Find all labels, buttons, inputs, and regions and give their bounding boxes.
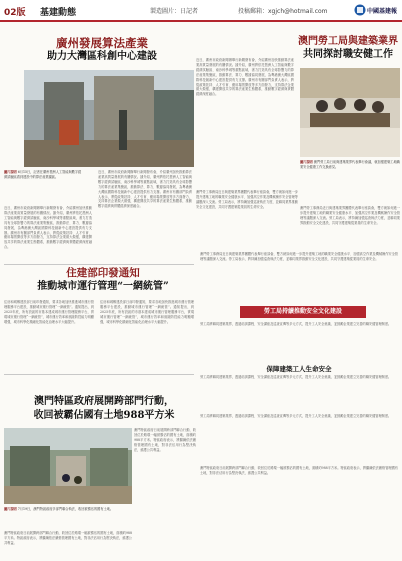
article3-body-col1: 住房和城鄉建設部日前印發通知，要求各地加快推進城市運行管理服務平台建設，推動城市運行管理“一網統管”。通知提出，到2025年底，所有設區的市基本建成城市運行管理服務平台，實現城市運行管理“一網統管”，城市運行效率和風險防控能力明顯增強，城市科學化精細化智能化治理水平大幅提升。 bbox=[4, 300, 94, 324]
logo-icon bbox=[354, 3, 366, 17]
page-number: 02版 bbox=[4, 8, 26, 18]
land-recovery-photo bbox=[4, 428, 132, 504]
sidebar-subhead: 保障建築工人生命安全 bbox=[266, 365, 332, 373]
article2-body-col3: 澳門勞工事務局近日與建築業界團體代表舉行座談會，雙方就如何進一步提升建築工地的職業安全健康水平、加強高空作業及機械操作安全管理等議題深入交流。勞工局表示，將持續加強巡查執法力度，並聯同業界推動安全文化建設，共同守護建築從業員的生命安全。 bbox=[200, 252, 398, 261]
article2-caption bbox=[300, 160, 400, 204]
meeting-photo bbox=[300, 68, 400, 157]
article4-title-line2: 收回被霸佔國有土地988平方米 bbox=[33, 410, 175, 421]
logo-text: 中國基建報 bbox=[367, 8, 398, 15]
article4-caption bbox=[4, 507, 132, 529]
sidebar-body-3: 勞工局將聯同建築業界，透過培訓課程、安全講座及巡查宣傳等多元方式，提升工人安全意識，並鼓勵企業建立完善的職安健管理制度。 bbox=[200, 414, 392, 418]
article3-title-line1: 住建部印發通知 bbox=[66, 267, 140, 279]
article2-body-col1: 澳門勞工事務局近日與建築業界團體代表舉行座談會，雙方就如何進一步提升建築工地的職業安全健康水平、加強高空作業及機械操作安全管理等議題深入交流。勞工局表示，將持續加強巡查執法力度，並聯同業界推動安全文化建設，共同守護建築從業員的生命安全。 bbox=[196, 190, 298, 209]
sidebar-box-label: 勞工局持續推動安全文化建設 bbox=[240, 306, 366, 318]
article4-title-line1: 澳門特區政府展開跨部門行動， bbox=[34, 396, 174, 407]
sidebar-body-2: 勞工局將聯同建築業界，透過培訓課程、安全講座及巡查宣傳等多元方式，提升工人安全意識，並鼓勵企業建立完善的職安健管理制度。 bbox=[200, 375, 392, 379]
article1-caption-text: 6月15日，記者在廣州琶洲人工智能與數字經濟試驗區看到建設中的算法產業園區。 bbox=[4, 170, 82, 179]
article4-caption-text: 7月19日，澳門特區政府多部門聯合執法，收回被霸佔的國有土地。 bbox=[17, 507, 114, 511]
article1-title-line2: 助力大灣區科創中心建設 bbox=[47, 51, 157, 62]
article1-body-col1: 近日，廣州市政府新聞辦舉行新聞發布會，介紹廣州加快推動算法產業高質量發展的有關情況。據介紹，廣州將依托琶洲人工智能與數字經濟試驗區、南沙科學城等重點區域，著力打造具有全球影響力的算法產業集聚區，推動算法、算力、數據協同發展，為粵港澳大灣區國際科技創新中心建設提供有力支撐。廣州市有關部門負責人表示，將從政策扶持、人才引育、應用場景開放等多方面發力，支持算法企業做大做強，構建開放共享的算法產業生態體系，推動數字經濟與實體經濟深度融合。 bbox=[4, 206, 92, 250]
article4-body-col2: 澳門特區政府日前展開跨部門聯合行動，收回位於路環一幅被霸佔的國有土地，面積約988平方米。特區政府表示，將繼續依法嚴格管理國有土地，對非法佔用行為堅決執法，維護公共利益。 bbox=[4, 531, 132, 545]
article3-body-col2: 住房和城鄉建設部日前印發通知，要求各地加快推進城市運行管理服務平台建設，推動城市運行管理“一網統管”。通知提出，到2025年底，所有設區的市基本建成城市運行管理服務平台，實現城市運行管理“一網統管”，城市運行效率和風險防控能力明顯增強，城市科學化精細化智能化治理水平大幅提升。 bbox=[100, 300, 194, 324]
article1-body-col3: 近日，廣州市政府新聞辦舉行新聞發布會，介紹廣州加快推動算法產業高質量發展的有關情況。據介紹，廣州將依托琶洲人工智能與數字經濟試驗區、南沙科學城等重點區域，著力打造具有全球影響力的算法產業集聚區，推動算法、算力、數據協同發展，為粵港澳大灣區國際科技創新中心建設提供有力支撐。廣州市有關部門負責人表示，將從政策扶持、人才引育、應用場景開放等多方面發力，支持算法企業做大做強，構建開放共享的算法產業生態體系，推動數字經濟與實體經濟深度融合。 bbox=[196, 58, 294, 97]
article1-title-line1: 廣州發展算法產業 bbox=[56, 36, 148, 50]
article2-body-col2: 澳門勞工事務局近日與建築業界團體代表舉行座談會，雙方就如何進一步提升建築工地的職業安全健康水平、加強高空作業及機械操作安全管理等議題深入交流。勞工局表示，將持續加強巡查執法力度，並聯同業界推動安全文化建設，共同守護建築從業員的生命安全。 bbox=[300, 206, 400, 225]
building-site-photo bbox=[24, 70, 194, 167]
header-hotline: 製造圖片：日記者 bbox=[150, 8, 199, 15]
article2-title-line1: 澳門勞工局與建築業界 bbox=[298, 36, 398, 47]
sidebar-body: 勞工局將聯同建築業界，透過培訓課程、安全講座及巡查宣傳等多元方式，提升工人安全意識，並鼓勵企業建立完善的職安健管理制度。 bbox=[200, 322, 392, 326]
article4-caption-label: 圖片說明 bbox=[4, 507, 17, 511]
header-mail: 投稿郵箱：xgjch@hotmail.com bbox=[238, 8, 328, 15]
article2-caption-text: 澳門勞工局日前與建築業界代表舉行會議，就加強建築工地職業安全健康工作交換意見。 bbox=[300, 160, 400, 169]
article1-body-col2: 近日，廣州市政府新聞辦舉行新聞發布會，介紹廣州加快推動算法產業高質量發展的有關情況。據介紹，廣州將依托琶洲人工智能與數字經濟試驗區、南沙科學城等重點區域，著力打造具有全球影響力的算法產業集聚區，推動算法、算力、數據協同發展，為粵港澳大灣區國際科技創新中心建設提供有力支撐。廣州市有關部門負責人表示，將從政策扶持、人才引育、應用場景開放等多方面發力，支持算法企業做大做強，構建開放共享的算法產業生態體系，推動數字經濟與實體經濟深度融合。 bbox=[98, 170, 192, 209]
divider bbox=[4, 264, 194, 265]
article4-body-col3: 澳門特區政府日前展開跨部門聯合行動，收回位於路環一幅被霸佔的國有土地，面積約988平方米。特區政府表示，將繼續依法嚴格管理國有土地，對非法佔用行為堅決執法，維護公共利益。 bbox=[200, 466, 398, 475]
article2-title-line2: 共同探討職安健工作 bbox=[303, 49, 393, 60]
article3-title-line2: 推動城市運行管理“一網統管” bbox=[37, 281, 169, 292]
newspaper-logo bbox=[354, 2, 398, 18]
divider-2 bbox=[4, 374, 194, 375]
article4-body-col1: 澳門特區政府日前展開跨部門聯合行動，收回位於路環一幅被霸佔的國有土地，面積約988平方米。特區政府表示，將繼續依法嚴格管理國有土地，對非法佔用行為堅決執法，維護公共利益。 bbox=[134, 428, 196, 452]
article2-caption-label: 圖片說明 bbox=[300, 160, 313, 164]
article1-caption bbox=[4, 170, 84, 206]
section-title: 基建動態 bbox=[40, 8, 77, 18]
article1-caption-label: 圖片說明 bbox=[4, 170, 17, 174]
